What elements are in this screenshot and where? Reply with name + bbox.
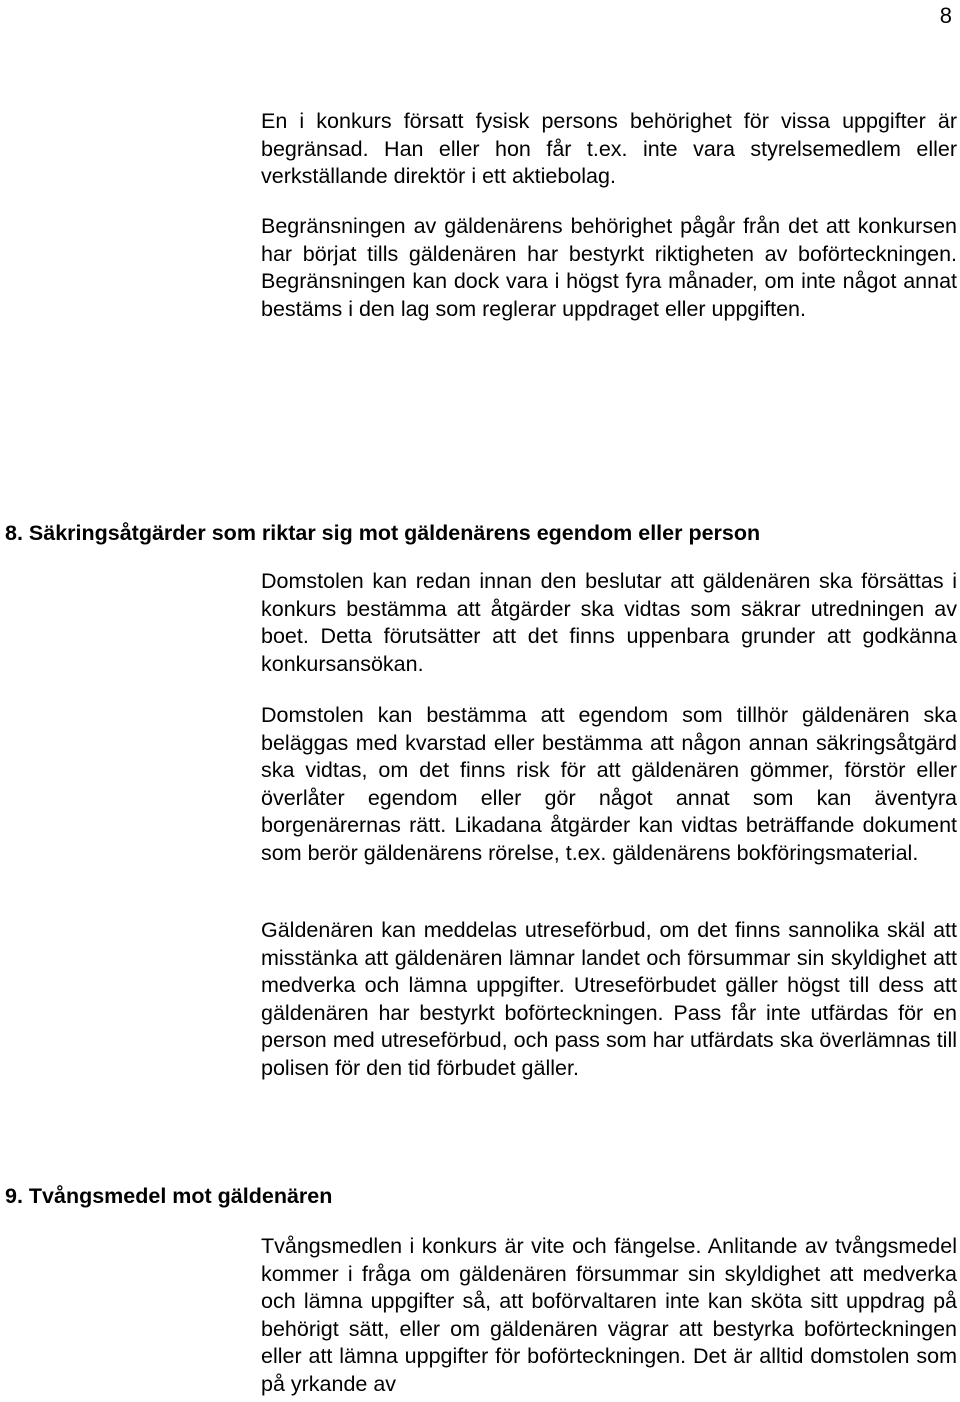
paragraph-begransning: Begränsningen av gäldenärens behörighet pågår från det att konkursen har börjat tills gäldenären har bestyrkt riktigheten av boförteckningen. Begränsningen kan dock vara i högst fyra månader, om inte något annat bestäms i den lag som reglerar uppdraget eller uppgiften. (261, 214, 957, 321)
paragraph-tvangsmedel: Tvångsmedlen i konkurs är vite och fängelse. Anlitande av tvångsmedel kommer i fråga om gäldenären försummar sin skyldighet att medverka och lämna uppgifter så, att boförvaltaren inte kan sköta sitt uppdrag på behörigt sätt, eller om gäldenären vägrar att bestyrka boförteckningen eller att lämna uppgifter för boförteckningen. Det är alltid domstolen som på yrkande av (261, 1234, 957, 1396)
paragraph-behorighet: En i konkurs försatt fysisk persons behörighet för vissa uppgifter är begränsad. Han eller hon får t.ex. inte vara styrelsemedlem eller verkställande direktör i ett aktiebolag. (261, 109, 957, 188)
section-9-heading: 9. Tvångsmedel mot gäldenären (5, 1184, 333, 1208)
paragraph-utreseforbud: Gäldenären kan meddelas utreseförbud, om det finns sannolika skäl att misstänka att gäldenären lämnar landet och försummar sin skyldighet att medverka och lämna uppgifter. Utreseförbudet gäller högst till dess att gäldenären har bestyrkt boförteckningen. Pass får inte utfärdas för en person med utreseförbud, och pass som har utfärdats ska överlämnas till polisen för den tid förbudet gäller. (261, 918, 957, 1080)
section-8-heading: 8. Säkringsåtgärder som riktar sig mot gäldenärens egendom eller person (5, 521, 761, 545)
paragraph-domstolen-kvarstad: Domstolen kan bestämma att egendom som tillhör gäldenären ska beläggas med kvarstad eller bestämma att någon annan säkringsåtgärd ska vidtas, om det finns risk för att gäldenären gömmer, förstör eller överlåter egendom eller gör något annat som kan äventyra borgenärernas rätt. Likadana åtgärder kan vidtas beträffande dokument som berör gäldenärens rörelse, t.ex. gäldenärens bokföringsmaterial. (261, 703, 957, 865)
paragraph-domstolen-redan: Domstolen kan redan innan den beslutar att gäldenären ska försättas i konkurs bestämma att åtgärder ska vidtas som säkrar utredningen av boet. Detta förutsätter att det finns uppenbara grunder att godkänna konkursansökan. (261, 569, 957, 676)
page-number: 8 (939, 3, 952, 28)
